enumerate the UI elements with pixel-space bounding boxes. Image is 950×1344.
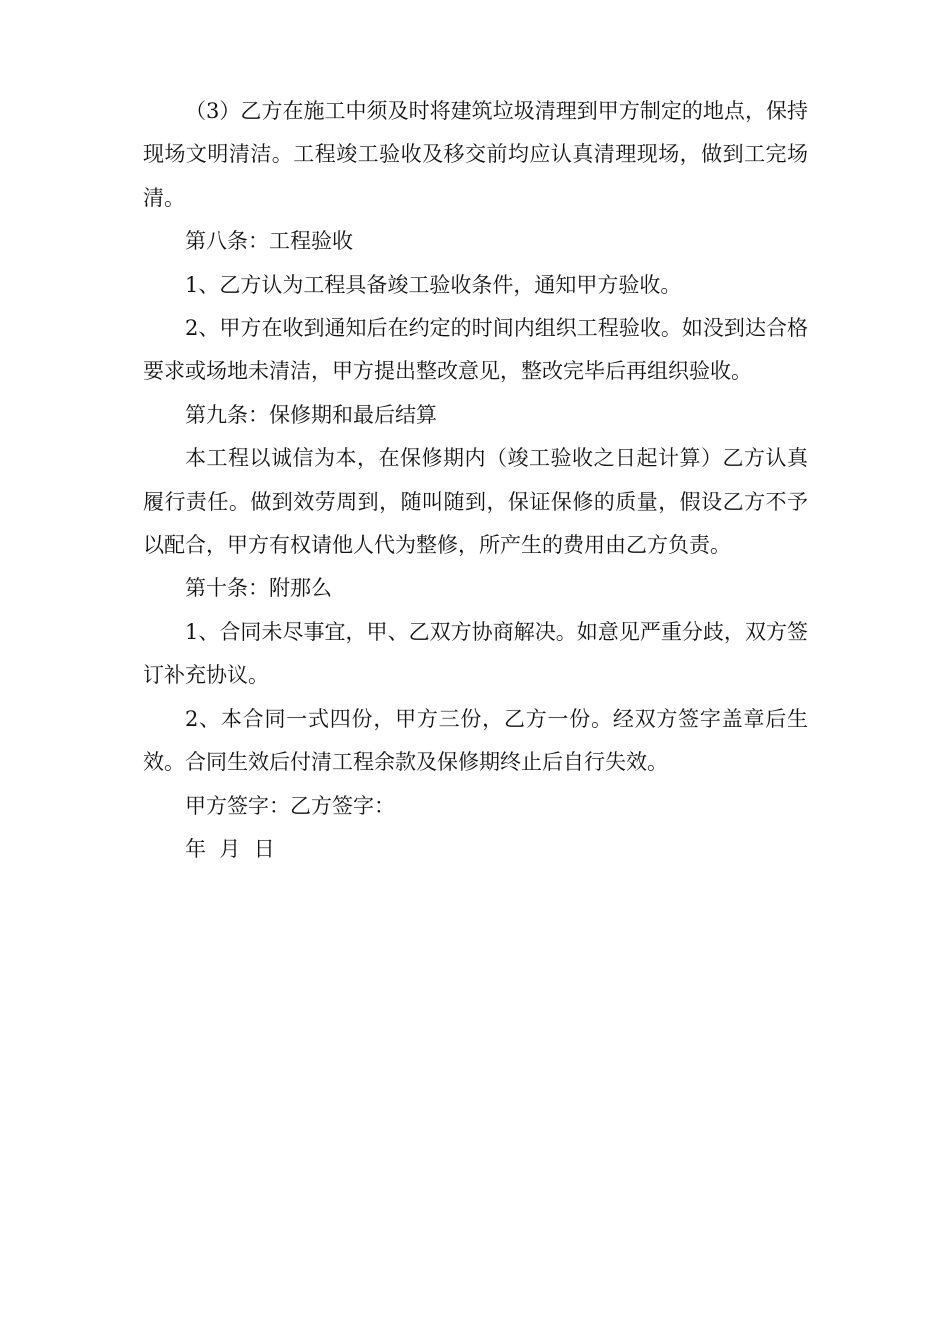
paragraph-acceptance-2: 2、甲方在收到通知后在约定的时间内组织工程验收。如没到达合格要求或场地未清洁，甲方提出整改意见，整改完毕后再组织验收。: [143, 316, 808, 384]
heading-article-9: 第九条：保修期和最后结算: [185, 402, 437, 427]
paragraph-acceptance-1: 1、乙方认为工程具备竣工验收条件，通知甲方验收。: [185, 272, 682, 297]
paragraph-supplement-1: 1、合同未尽事宜，甲、乙双方协商解决。如意见严重分歧，双方签订补充协议。: [143, 619, 808, 688]
document-body: [143, 90, 808, 871]
paragraph-warranty: 本工程以诚信为本，在保修期内（竣工验收之日起计算）乙方认真履行责任。做到效劳周到，随叫随到，保证保修的质量，假设乙方不予以配合，甲方有权请他人代为整修，所产生的费用由乙方负责。: [143, 446, 808, 558]
heading-article-8: 第八条：工程验收: [185, 229, 353, 254]
signature-line: 甲方签字：乙方签字：: [185, 793, 395, 818]
paragraph-cleanup-clause: （3）乙方在施工中须及时将建筑垃圾清理到甲方制定的地点，保持现场文明清洁。工程竣工验收及移交前均应认真清理现场，做到工完场清。: [143, 99, 808, 210]
date-line: 年 月 日: [185, 836, 275, 861]
heading-article-10: 第十条：附那么: [185, 576, 332, 601]
paragraph-supplement-2: 2、本合同一式四份，甲方三份，乙方一份。经双方签字盖章后生效。合同生效后付清工程余款及保修期终止后自行失效。: [143, 706, 808, 775]
